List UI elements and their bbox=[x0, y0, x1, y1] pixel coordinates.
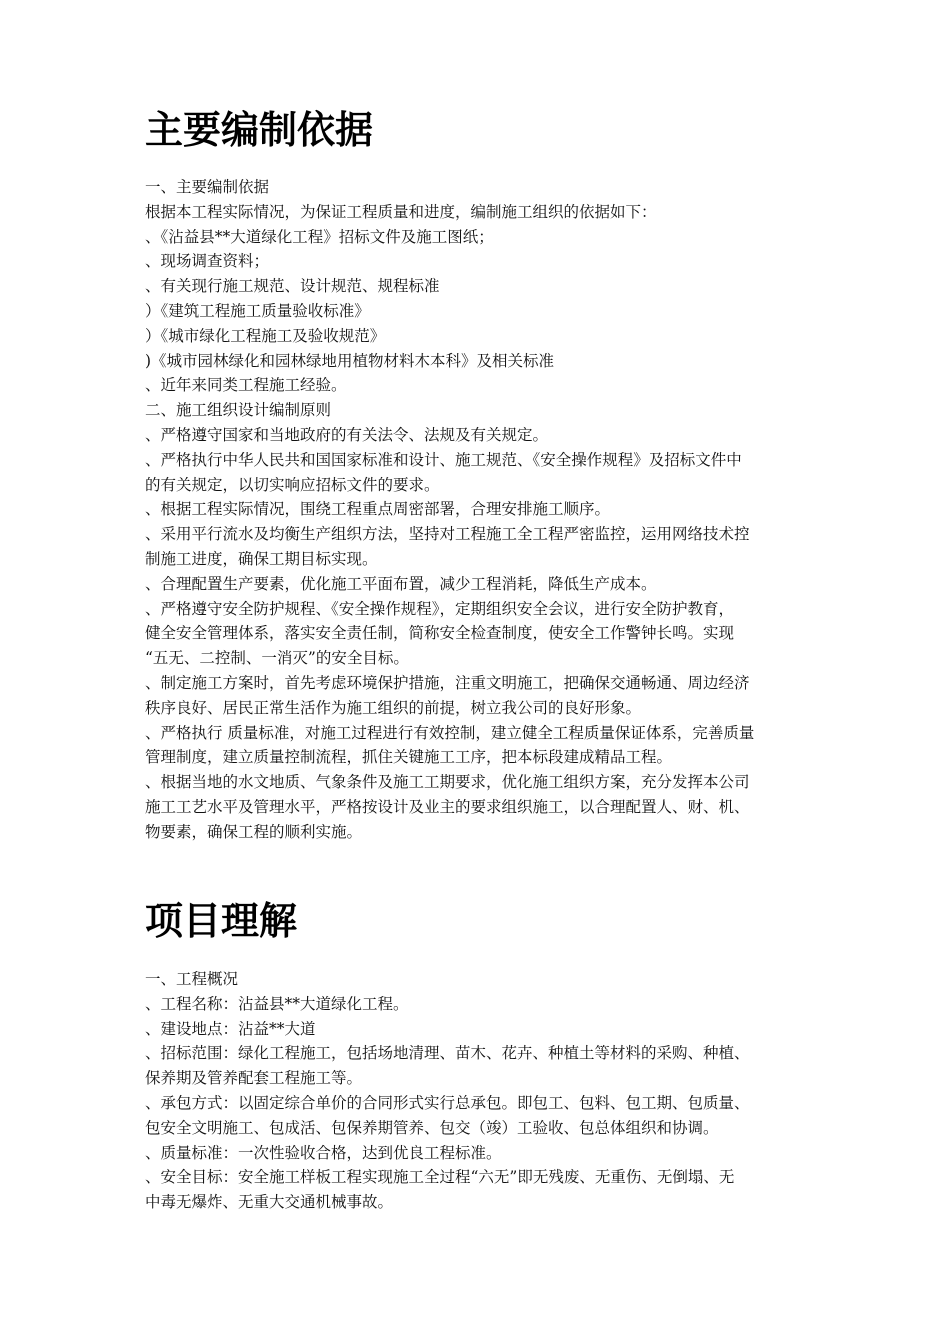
text-line: 中毒无爆炸、无重大交通机械事故。 bbox=[145, 1193, 394, 1212]
text-line: 健全安全管理体系，落实安全责任制，简称安全检查制度，使安全工作警钟长鸣。实现 bbox=[145, 624, 735, 643]
text-line: 物要素，确保工程的顺利实施。 bbox=[145, 822, 363, 841]
text-line: 一、主要编制依据 bbox=[145, 178, 270, 196]
text-line: 、严格执行 质量标准，对施工过程进行有效控制，建立健全工程质量保证体系，完善质量 bbox=[145, 723, 755, 742]
text-line: “五无、二控制、一消灭”的安全目标。 bbox=[145, 649, 409, 668]
text-line: ）《建筑工程施工质量验收标准》 bbox=[145, 301, 370, 320]
text-line: 、根据工程实际情况，围绕工程重点周密部署，合理安排施工顺序。 bbox=[145, 500, 611, 519]
text-line: 包安全文明施工、包成活、包保养期管养、包交（竣）工验收、包总体组织和协调。 bbox=[145, 1118, 719, 1137]
text-line: 、严格遵守国家和当地政府的有关法令、法规及有关规定。 bbox=[145, 425, 549, 444]
text-line: 、建设地点：沾益**大道 bbox=[145, 1019, 316, 1038]
text-line: ）《城市绿化工程施工及验收规范》 bbox=[145, 326, 386, 345]
text-line: 、质量标准：一次性验收合格，达到优良工程标准。 bbox=[145, 1143, 502, 1162]
text-line: 的有关规定，以切实响应招标文件的要求。 bbox=[145, 475, 440, 494]
text-line: 、制定施工方案时，首先考虑环境保护措施，注重文明施工，把确保交通畅通、周边经济 bbox=[145, 673, 750, 692]
text-line: 秩序良好、居民正常生活作为施工组织的前提，树立我公司的良好形象。 bbox=[145, 698, 642, 717]
text-line: 、现场调查资料； bbox=[145, 252, 270, 271]
text-line: 、近年来同类工程施工经验。 bbox=[145, 376, 347, 395]
section-heading-compilation-basis: 主要编制依据 bbox=[145, 108, 374, 152]
text-line: 、根据当地的水文地质、气象条件及施工工期要求，优化施工组织方案，充分发挥本公司 bbox=[145, 773, 750, 792]
text-line: 、有关现行施工规范、设计规范、规程标准 bbox=[145, 277, 440, 296]
text-line: 二、施工组织设计编制原则 bbox=[145, 401, 332, 420]
text-line: 、采用平行流水及均衡生产组织方法，坚持对工程施工全工程严密监控，运用网络技术控 bbox=[145, 525, 750, 544]
text-line: 管理制度，建立质量控制流程，抓住关键施工工序，把本标段建成精品工程。 bbox=[145, 748, 673, 767]
text-line: 、《沾益县**大道绿化工程》招标文件及施工图纸； bbox=[145, 227, 494, 246]
text-line: 、承包方式：以固定综合单价的合同形式实行总承包。即包工、包料、包工期、包质量、 bbox=[145, 1093, 750, 1112]
text-line: 、严格执行中华人民共和国国家标准和设计、施工规范、《安全操作规程》及招标文件中 bbox=[145, 450, 742, 469]
text-line: 保养期及管养配套工程施工等。 bbox=[145, 1069, 363, 1088]
text-line: 、招标范围：绿化工程施工，包括场地清理、苗木、花卉、种植土等材料的采购、种植、 bbox=[145, 1044, 750, 1063]
section-body-compilation-basis bbox=[145, 175, 810, 845]
text-line: 、工程名称：沾益县**大道绿化工程。 bbox=[145, 994, 409, 1013]
text-line: 、安全目标：安全施工样板工程实现施工全过程“六无”即无残废、无重伤、无倒塌、无 bbox=[145, 1168, 735, 1187]
text-line: 、合理配置生产要素，优化施工平面布置，减少工程消耗，降低生产成本。 bbox=[145, 574, 657, 593]
text-line: )《城市园林绿化和园林绿地用植物材料木本科》及相关标准 bbox=[145, 351, 555, 370]
text-line: 施工工艺水平及管理水平，严格按设计及业主的要求组织施工，以合理配置人、财、机、 bbox=[145, 797, 750, 816]
text-line: 一、工程概况 bbox=[145, 970, 239, 988]
section-body-project-understanding bbox=[145, 967, 810, 1215]
text-line: 、严格遵守安全防护规程、《安全操作规程》，定期组织安全会议，进行安全防护教育， bbox=[145, 599, 735, 618]
text-line: 根据本工程实际情况，为保证工程质量和进度，编制施工组织的依据如下： bbox=[145, 202, 657, 221]
section-heading-project-understanding: 项目理解 bbox=[145, 899, 298, 943]
text-line: 制施工进度，确保工期目标实现。 bbox=[145, 549, 378, 568]
